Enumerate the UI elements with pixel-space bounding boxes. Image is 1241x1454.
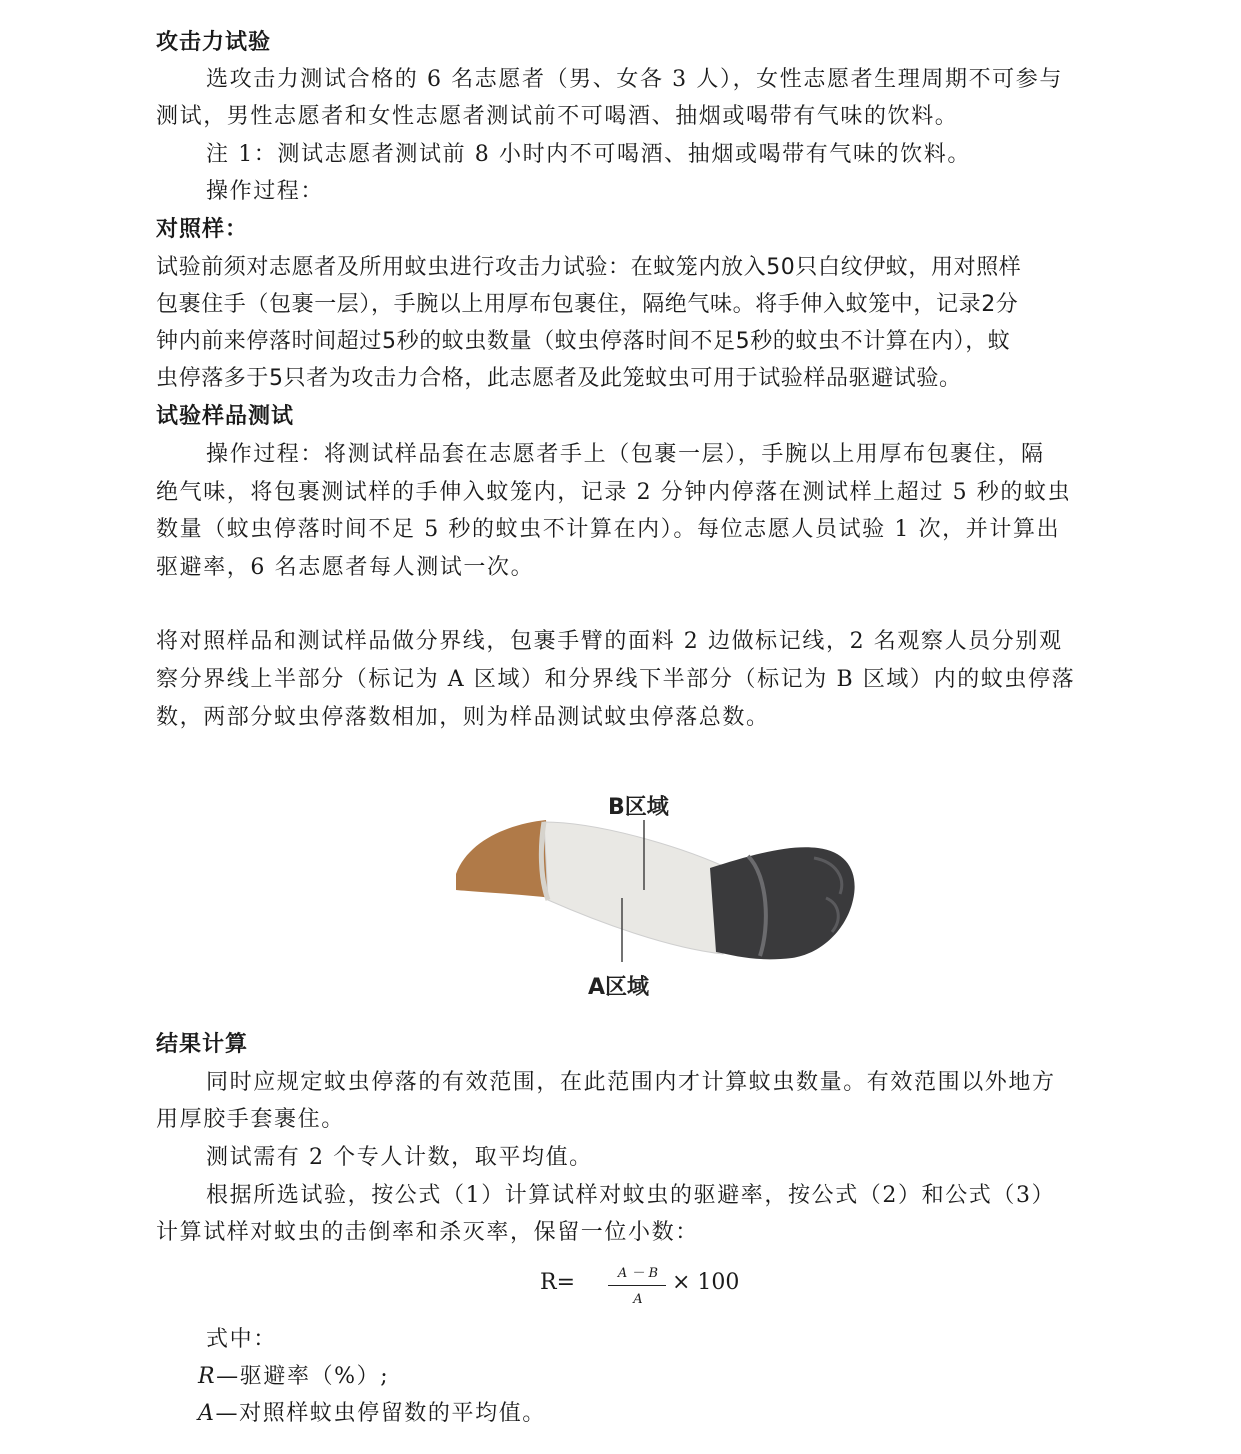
paragraph-line: 选攻击力测试合格的 6 名志愿者（男、女各 3 人），女性志愿者生理周期不可参与 [206,67,1063,92]
legend-r-text: —驱避率（%）; [216,1364,390,1389]
process-label: 操作过程： [206,179,325,204]
paragraph-line: 将对照样品和测试样品做分界线，包裹手臂的面料 2 边做标记线，2 名观察人员分别观 [156,629,1063,654]
repellency-formula [540,1262,800,1318]
arm-sleeve-figure [448,786,868,1000]
skin-upper-arm [456,820,552,898]
paragraph-line: 操作过程：将测试样品套在志愿者手上（包裹一层），手腕以上用厚布包裹住，隔 [206,442,1045,467]
paragraph-line: 包裹住手（包裹一层），手腕以上用厚布包裹住，隔绝气味。将手伸入蚊笼中，记录2分 [156,292,1019,317]
paragraph-line: 虫停落多于5只者为攻击力合格，此志愿者及此笼蚊虫可用于试验样品驱避试验。 [156,366,962,391]
paragraph-line: 计算试样对蚊虫的击倒率和杀灭率，保留一位小数： [156,1220,699,1245]
paragraph-line: 驱避率，6 名志愿者每人测试一次。 [156,555,535,580]
paragraph-line: 根据所选试验，按公式（1）计算试样对蚊虫的驱避率，按公式（2）和公式（3） [206,1183,1056,1208]
paragraph-line: 钟内前来停落时间超过5秒的蚊虫数量（蚊虫停落时间不足5秒的蚊虫不计算在内），蚊 [156,329,1011,354]
formula-numerator: A － B [617,1266,659,1281]
sleeve [544,822,723,954]
paragraph-line: 数，两部分蚊虫停落数相加，则为样品测试蚊虫停落总数。 [156,705,770,730]
formula-denominator: A [633,1292,643,1307]
paragraph-line: 测试需有 2 个专人计数，取平均值。 [206,1145,593,1170]
formula-rhs: × 100 [672,1270,740,1295]
formula-where-label: 式中： [206,1327,277,1352]
paragraph-line: 数量（蚊虫停落时间不足 5 秒的蚊虫不计算在内）。每位志愿人员试验 1 次，并计算出 [156,517,1061,542]
legend-a [198,1399,546,1429]
paragraph-line: 察分界线上半部分（标记为 A 区域）和分界线下半部分（标记为 B 区域）内的蚊虫停落 [156,667,1076,692]
note-line: 注 1：测试志愿者测试前 8 小时内不可喝酒、抽烟或喝带有气味的饮料。 [206,142,971,167]
section-heading-control: 对照样： [156,217,249,242]
section-heading-result: 结果计算 [156,1032,249,1057]
legend-r [198,1362,389,1392]
section-heading-sample-test: 试验样品测试 [156,404,295,429]
formula-fraction-bar [608,1285,666,1286]
legend-a-text: —对照样蚊虫停留数的平均值。 [215,1401,546,1426]
paragraph-line: 测试，男性志愿者和女性志愿者测试前不可喝酒、抽烟或喝带有气味的饮料。 [156,104,959,129]
paragraph-line: 绝气味，将包裹测试样的手伸入蚊笼内，记录 2 分钟内停落在测试样上超过 5 秒的蚊虫 [156,480,1072,505]
figure-label-b-region: B区域 [608,795,669,820]
paragraph-line: 试验前须对志愿者及所用蚊虫进行攻击力试验：在蚊笼内放入50只白纹伊蚊，用对照样 [156,255,1022,280]
formula-lhs: R= [540,1270,575,1295]
legend-a-symbol: A [198,1401,216,1426]
paragraph-line: 同时应规定蚊虫停落的有效范围，在此范围内才计算蚊虫数量。有效范围以外地方 [206,1070,1056,1095]
section-heading-attack-test: 攻击力试验 [156,30,272,55]
paragraph-line: 用厚胶手套裹住。 [156,1107,345,1132]
figure-label-a-region: A区域 [588,975,650,1000]
legend-r-symbol: R [198,1364,217,1389]
